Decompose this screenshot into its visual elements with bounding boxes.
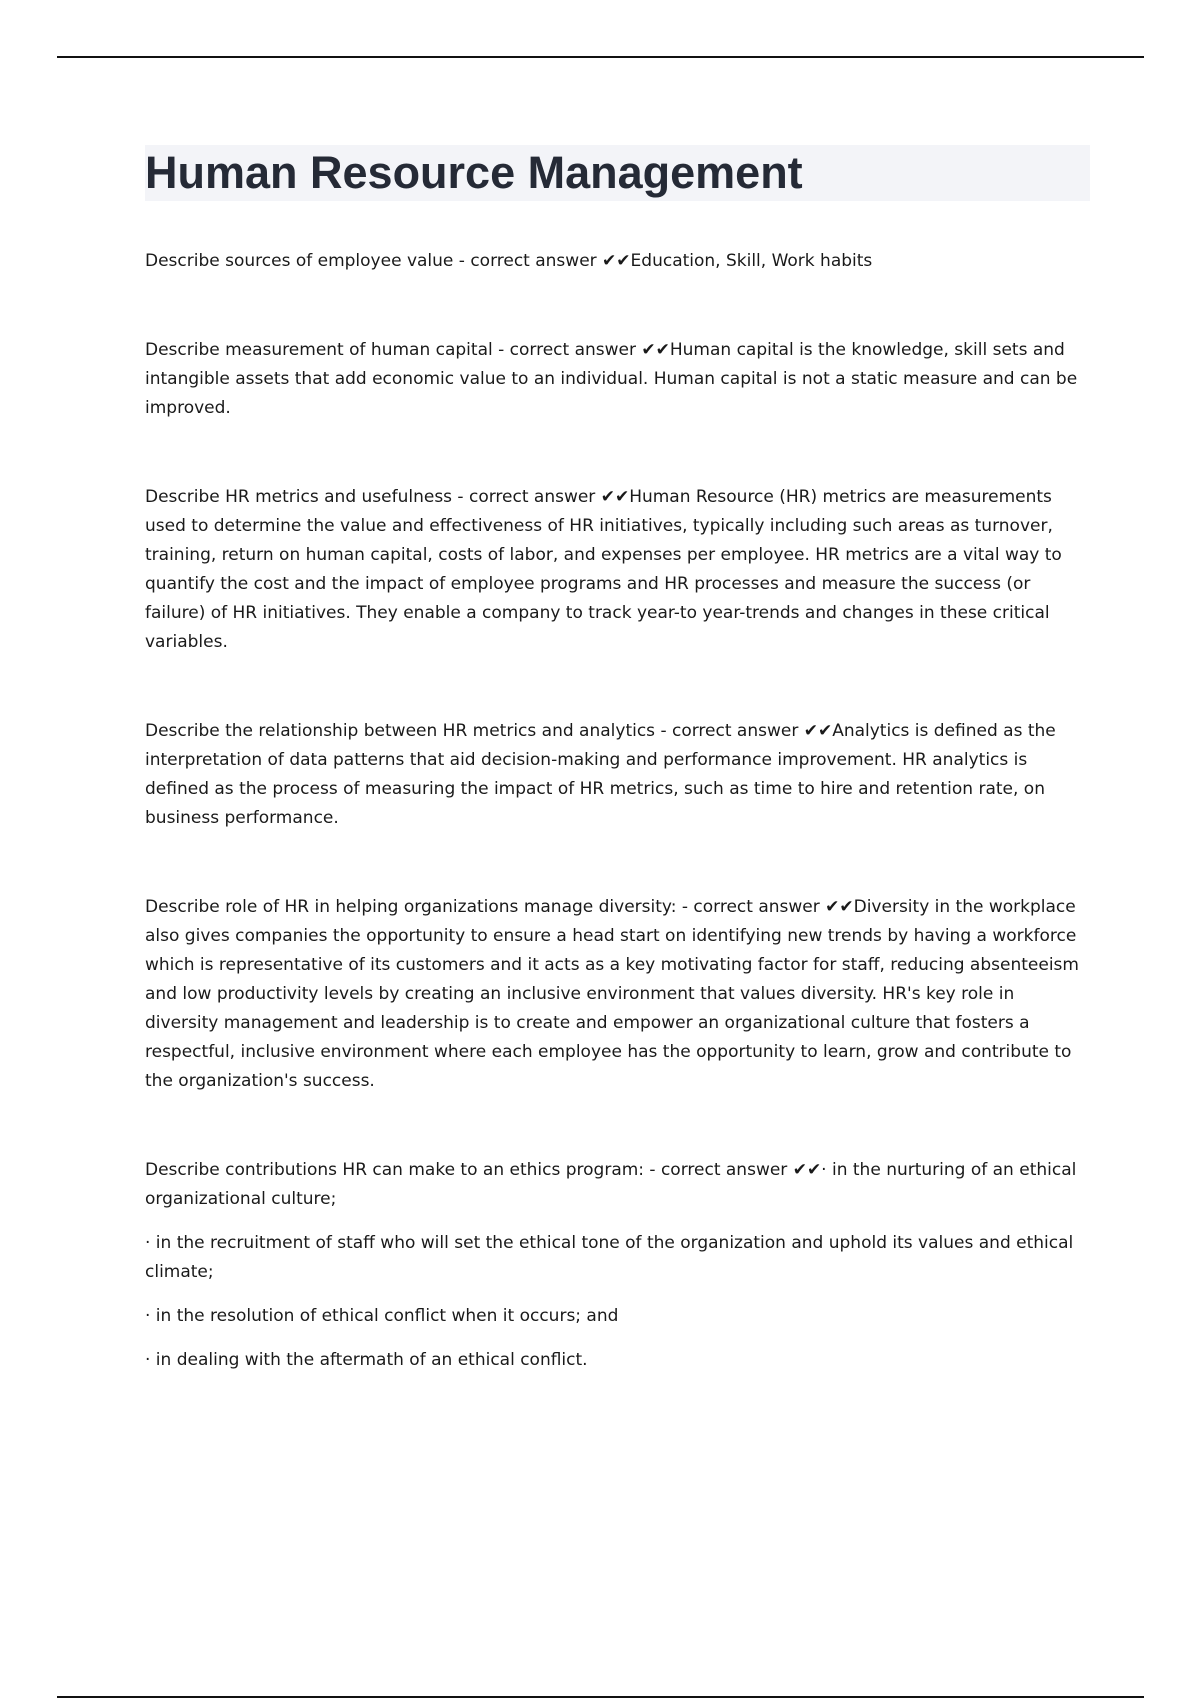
- qa-item-employee-value: [145, 247, 1090, 276]
- bottom-rule: [57, 1696, 1144, 1698]
- qa-text: Describe HR metrics and usefulness - correct answer ✔✔Human Resource (HR) metrics are measurements used to determine the value and effectiveness of HR initiatives, typically including such areas as turnover, training, return on human capital, costs of labor, and expenses per employee. HR metrics are a vital way to quantify the cost and the impact of employee programs and HR processes and measure the success (or failure) of HR initiatives. They enable a company to track year-to year-trends and changes in these critical variables.: [145, 487, 1062, 652]
- qa-item-ethics-program: [145, 1156, 1090, 1375]
- qa-text: Describe the relationship between HR metrics and analytics - correct answer ✔✔Analytics is defined as the interpretation of data patterns that aid decision-making and performance improvement. HR analytics is defined as the process of measuring the impact of HR metrics, such as time to hire and retention rate, on business performance.: [145, 721, 1056, 828]
- qa-text: Describe role of HR in helping organizations manage diversity: - correct answer ✔✔Diversity in the workplace also gives companies the opportunity to ensure a head start on identifying new trends by having a workforce which is representative of its customers and it acts as a key motivating factor for staff, reducing absenteeism and low productivity levels by creating an inclusive environment that values diversity. HR's key role in diversity management and leadership is to create and empower an organizational culture that fosters a respectful, inclusive environment where each employee has the opportunity to learn, grow and contribute to the organization's success.: [145, 897, 1079, 1091]
- qa-text: Describe measurement of human capital - correct answer ✔✔Human capital is the knowledge, skill sets and intangible assets that add economic value to an individual. Human capital is not a static measure and can be improved.: [145, 340, 1078, 418]
- document-content: [145, 145, 1090, 1435]
- qa-bullet: · in dealing with the aftermath of an ethical conflict.: [145, 1350, 588, 1370]
- qa-bullet: · in the recruitment of staff who will set the ethical tone of the organization and uphold its values and ethical climate;: [145, 1233, 1074, 1282]
- qa-item-hr-metrics: [145, 483, 1090, 657]
- qa-item-diversity: [145, 893, 1090, 1096]
- qa-item-metrics-analytics: [145, 717, 1090, 833]
- qa-item-human-capital: [145, 336, 1090, 423]
- title-banner: [145, 145, 1090, 201]
- document-title: Human Resource Management: [145, 147, 803, 198]
- qa-bullet: · in the resolution of ethical conflict when it occurs; and: [145, 1306, 619, 1326]
- top-rule: [57, 56, 1144, 58]
- qa-text: Describe sources of employee value - correct answer ✔✔Education, Skill, Work habits: [145, 251, 873, 271]
- qa-text: Describe contributions HR can make to an ethics program: - correct answer ✔✔· in the nurturing of an ethical organizational culture;: [145, 1160, 1077, 1209]
